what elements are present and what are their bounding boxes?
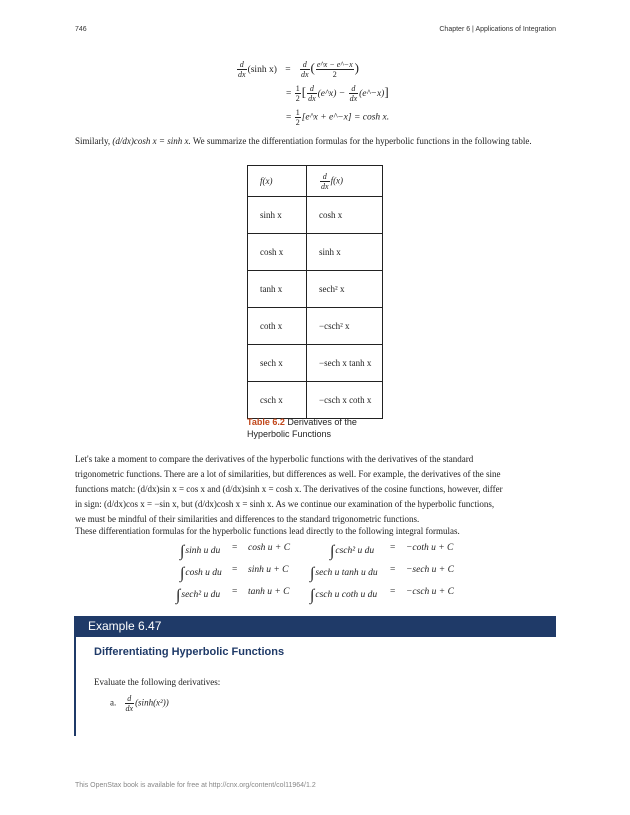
col-header-f: f(x) — [248, 166, 307, 197]
table-cell-f: sech x — [248, 345, 307, 382]
item-a-label: a. — [110, 697, 117, 708]
integral-lhs: sech² u du — [181, 590, 221, 600]
integral-sign-icon: ∫ — [310, 587, 315, 604]
table-cell-f: cosh x — [248, 234, 307, 271]
line2-term-1: (e^x) − — [317, 89, 348, 99]
caption-label: Table 6.2 — [247, 417, 285, 427]
integral-right-3: ∫csch u coth u du = −csch u + C — [310, 587, 454, 604]
example-left-border — [74, 637, 76, 736]
line1-denominator: 2 — [332, 70, 337, 80]
line1-numerator: e^x − e^−x — [316, 60, 353, 70]
integral-lhs: sinh u du — [185, 546, 221, 556]
page-number: 746 — [75, 26, 87, 33]
example-title: Example 6.47 — [88, 619, 162, 633]
table-cell-df: sinh x — [307, 234, 383, 271]
integral-right-1: ∫csch² u du = −coth u + C — [330, 543, 454, 560]
col-header-derivative-text: f(x) — [330, 175, 344, 186]
integral-right-2: ∫sech u tanh u du = −sech u + C — [310, 565, 454, 582]
table-row — [248, 234, 383, 271]
example-subtitle: Differentiating Hyperbolic Functions — [94, 646, 285, 658]
integral-lhs: csch u coth u du — [315, 590, 378, 600]
integral-sign-icon: ∫ — [180, 543, 185, 560]
integral-left-1: ∫sinh u du = cosh u + C — [180, 543, 291, 560]
derivatives-table — [247, 165, 383, 419]
table-cell-f: coth x — [248, 308, 307, 345]
line3-expression: [e^x + e^−x] = cosh x. — [301, 112, 390, 123]
integral-rhs: −coth u + C — [406, 543, 454, 553]
integral-rhs: −csch u + C — [406, 587, 454, 597]
table-cell-f: tanh x — [248, 271, 307, 308]
derivation-lhs: (sinh x) — [247, 65, 277, 75]
compare-line: functions match: (d/dx)sin x = cos x and (d/dx)sinh x = cosh x. The derivatives of the cosine functions, however, differ — [75, 484, 503, 494]
table-row — [248, 345, 383, 382]
example-item-a: a. $\frac{d}{dx}$ (sinh(x²)) — [110, 694, 169, 713]
integral-sign-icon: ∫ — [180, 565, 185, 582]
integral-sign-icon: ∫ — [176, 587, 181, 604]
table-row — [248, 382, 383, 419]
compare-paragraph — [75, 452, 557, 527]
derivation-line-2: = $\frac{1}{2}$ [ $\frac{d}{dx}$ (e^x) − $\frac{d}{dx}$ (e^−x)] — [286, 84, 389, 104]
example-instruction: Evaluate the following derivatives: — [94, 677, 221, 687]
table-cell-f: csch x — [248, 382, 307, 419]
table-cell-df: cosh x — [307, 197, 383, 234]
integral-rhs: sinh u + C — [248, 565, 289, 575]
integral-rhs: −sech u + C — [406, 565, 454, 575]
integral-sign-icon: ∫ — [310, 565, 315, 582]
table-row — [248, 271, 383, 308]
caption-text: Derivatives of the Hyperbolic Functions — [247, 417, 357, 439]
item-a-expression: (sinh(x²)) — [135, 697, 169, 708]
compare-line: in sign: (d/dx)cos x = −sin x, but (d/dx)cosh x = sinh x. As we continue our examination of the hyperbolic functions, — [75, 499, 495, 509]
table-cell-df: −csch² x — [307, 308, 383, 345]
footer-note: This OpenStax book is available for free at http://cnx.org/content/col11964/1.2 — [75, 782, 316, 789]
table-cell-df: sech² x — [307, 271, 383, 308]
integral-rhs: cosh u + C — [248, 543, 291, 553]
table-caption — [247, 416, 387, 440]
table-row — [248, 197, 383, 234]
intro-paragraph — [75, 134, 557, 149]
intro-text: We summarize the differentiation formulas for the hyperbolic functions in the following table. — [192, 136, 532, 146]
integral-lhs: sech u tanh u du — [315, 568, 378, 578]
integral-left-2: ∫cosh u du = sinh u + C — [180, 565, 289, 582]
integral-rhs: tanh u + C — [248, 587, 290, 597]
d-dx-fraction: $\frac{d}{dx}$ — [238, 60, 246, 80]
table-cell-df: −csch x coth x — [307, 382, 383, 419]
derivation-line-1: $\frac{d}{dx}$ (sinh x) = $\frac{d}{dx}$ ( $\frac{e\^{}x - e\^{}-x}{2}$ ) — [238, 60, 359, 80]
compare-line: Let's take a moment to compare the derivatives of the hyperbolic functions with the derivatives of the standard — [75, 454, 474, 464]
table-header-row — [248, 166, 383, 197]
chapter-header: Chapter 6 | Applications of Integration — [439, 26, 556, 33]
table-cell-f: sinh x — [248, 197, 307, 234]
table-cell-df: −sech x tanh x — [307, 345, 383, 382]
intro-formula: (d/dx)cosh x = sinh x. — [112, 136, 191, 146]
intro-prefix: Similarly, — [75, 136, 111, 146]
integral-sign-icon: ∫ — [330, 543, 335, 560]
table-row — [248, 308, 383, 345]
compare-line: we must be mindful of their similarities and differences to the standard trigonometric functions. — [75, 514, 420, 524]
line2-term-2: (e^−x) — [359, 89, 385, 99]
derivation-line-3: = $\frac{1}{2}$ [e^x + e^−x] = cosh x. — [286, 108, 390, 127]
integral-intro: These differentiation formulas for the hyperbolic functions lead directly to the following integral formulas. — [75, 526, 460, 536]
integral-lhs: csch² u du — [335, 546, 375, 556]
integral-lhs: cosh u du — [185, 568, 222, 578]
integral-left-3: ∫sech² u du = tanh u + C — [176, 587, 290, 604]
compare-line: trigonometric functions. There are a lot of similarities, but differences as well. For example, the derivatives of the sine — [75, 469, 501, 479]
col-header-derivative: $\frac{d}{dx}$ f(x) — [307, 166, 383, 197]
